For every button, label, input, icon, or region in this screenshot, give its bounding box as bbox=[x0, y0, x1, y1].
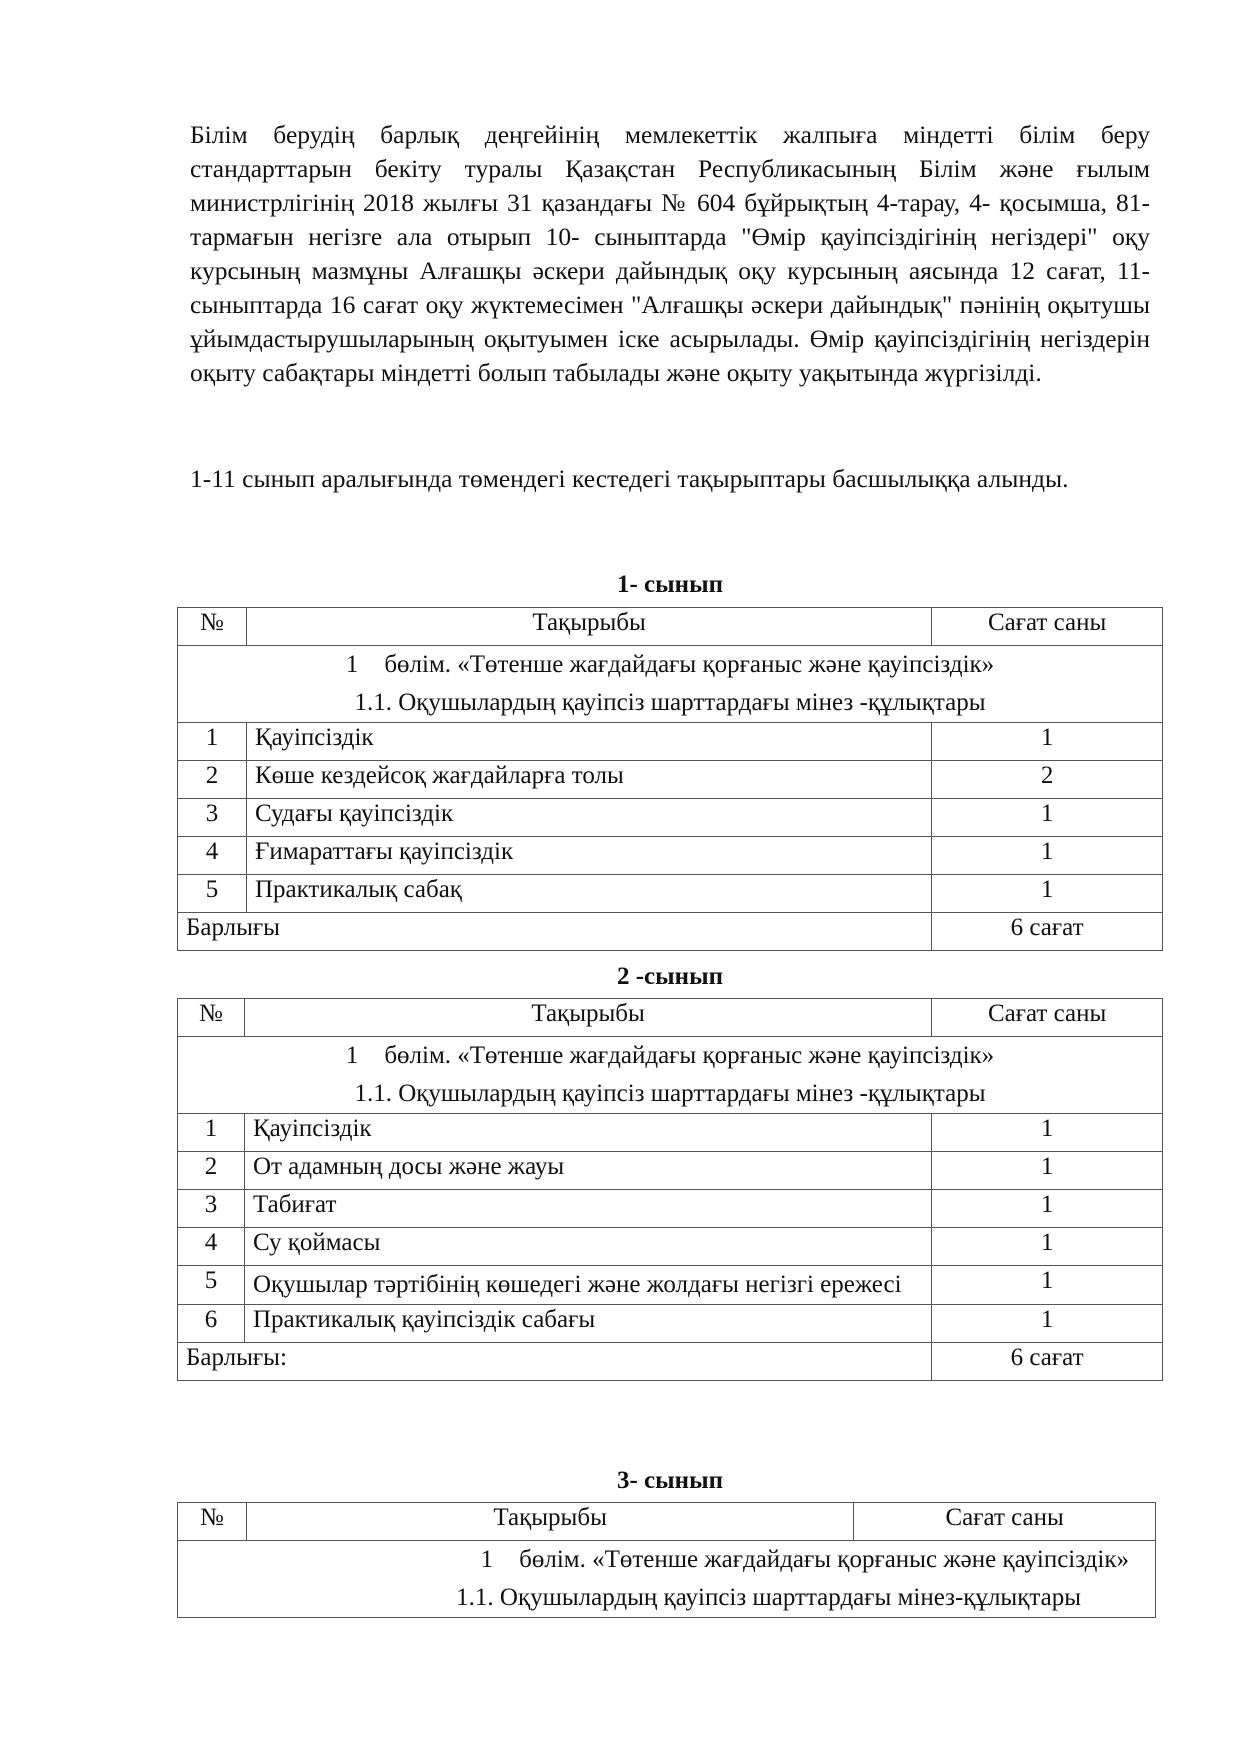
row-hours: 1 bbox=[932, 837, 1163, 875]
section-title: бөлім. «Төтенше жағдайдағы қорғаныс және қауіпсіздік» bbox=[384, 651, 995, 678]
subsection-title: 1.1. Оқушылардың қауіпсіз шарттардағы мінез-құлықтары bbox=[456, 1584, 1081, 1611]
row-hours: 1 bbox=[932, 1305, 1163, 1343]
row-num: 3 bbox=[178, 799, 247, 837]
row-topic: Практикалық сабақ bbox=[246, 875, 931, 913]
intro-paragraph: Білім берудің барлық деңгейінің мемлекеттік жалпыға міндетті білім беру стандарттарын бекіту туралы Қазақстан Республикасының Білім және ғылым министрлігінің 2018 жылғы 31 қазандағы № 604 бұйрықтың 4-тарау, 4- қосымша, 81-тармағын негізге ала отырып 10- сыныптарда "Өмір қауіпсіздігінің негіздері" оқу курсының мазмұны Алғашқы әскери дайындық оқу курсының аясында 12 сағат, 11- сыныптарда 16 сағат оқу жүктемесімен "Алғашқы әскери дайындық" пәнінің оқытушы ұйымдастырушыларының оқытуымен іске асырылады. Өмір қауіпсіздігінің негіздерін оқыту сабақтары міндетті болып табылады және оқыту уақытында жүргізілді. bbox=[190, 120, 1150, 387]
row-topic: Қауіпсіздік bbox=[246, 723, 931, 761]
total-row bbox=[178, 1343, 1163, 1381]
header-hours: Сағат саны bbox=[854, 1503, 1156, 1541]
section-cell bbox=[178, 1541, 1156, 1618]
row-num: 5 bbox=[178, 875, 247, 913]
section-title: бөлім. «Төтенше жағдайдағы қорғаныс және қауіпсіздік» bbox=[384, 1042, 995, 1069]
grade-2-table bbox=[177, 998, 1163, 1381]
header-topic: Тақырыбы bbox=[244, 999, 931, 1037]
row-num: 1 bbox=[178, 1114, 245, 1152]
section-title: бөлім. «Төтенше жағдайдағы қорғаныс және қауіпсіздік» bbox=[519, 1546, 1129, 1573]
row-hours: 1 bbox=[932, 875, 1163, 913]
table-row bbox=[178, 761, 1163, 799]
header-num: № bbox=[178, 608, 247, 646]
table-header-row bbox=[178, 999, 1163, 1037]
row-num: 4 bbox=[178, 1228, 245, 1266]
row-num: 2 bbox=[178, 761, 247, 799]
row-hours: 2 bbox=[932, 761, 1163, 799]
subsection-title: 1.1. Оқушылардың қауіпсіз шарттардағы мінез -құлықтары bbox=[354, 1080, 986, 1107]
header-num: № bbox=[178, 1503, 247, 1541]
total-label: Барлығы: bbox=[178, 1343, 932, 1381]
section-number: 1 bbox=[480, 1546, 494, 1573]
row-hours: 1 bbox=[932, 1190, 1163, 1228]
row-num: 3 bbox=[178, 1190, 245, 1228]
total-row bbox=[178, 913, 1163, 951]
row-topic: Су қоймасы bbox=[244, 1228, 931, 1266]
header-hours: Сағат саны bbox=[932, 999, 1163, 1037]
total-label: Барлығы bbox=[178, 913, 932, 951]
row-hours: 1 bbox=[932, 1266, 1163, 1305]
table-row bbox=[178, 1305, 1163, 1343]
section-number: 1 bbox=[345, 651, 359, 678]
intro-paragraph-2: 1-11 сынып аралығында төмендегі кестедегі тақырыптары басшылыққа алынды. bbox=[190, 464, 1069, 493]
total-value: 6 сағат bbox=[932, 913, 1163, 951]
grade-3-table bbox=[177, 1502, 1156, 1618]
row-hours: 1 bbox=[932, 799, 1163, 837]
row-topic: Қауіпсіздік bbox=[244, 1114, 931, 1152]
section-cell bbox=[178, 1037, 1163, 1114]
table-row bbox=[178, 1152, 1163, 1190]
table-header-row bbox=[178, 608, 1163, 646]
grade-1-title: 1- сынып bbox=[616, 571, 724, 598]
row-hours: 1 bbox=[932, 1152, 1163, 1190]
table-row bbox=[178, 799, 1163, 837]
table-row bbox=[178, 1114, 1163, 1152]
row-num: 5 bbox=[178, 1266, 245, 1305]
grade-3-title: 3- сынып bbox=[616, 1467, 724, 1494]
grade-1-table bbox=[177, 607, 1163, 951]
grade-2-title: 2 -сынып bbox=[616, 963, 724, 990]
section-row bbox=[178, 1037, 1163, 1114]
row-topic: Ғимараттағы қауіпсіздік bbox=[246, 837, 931, 875]
row-hours: 1 bbox=[932, 723, 1163, 761]
section-number: 1 bbox=[345, 1042, 359, 1069]
row-hours: 1 bbox=[932, 1228, 1163, 1266]
row-topic: Табиғат bbox=[244, 1190, 931, 1228]
row-hours: 1 bbox=[932, 1114, 1163, 1152]
table-row bbox=[178, 1266, 1163, 1305]
total-value: 6 сағат bbox=[932, 1343, 1163, 1381]
row-topic: От адамның досы және жауы bbox=[244, 1152, 931, 1190]
table-row bbox=[178, 875, 1163, 913]
row-num: 4 bbox=[178, 837, 247, 875]
row-topic: Оқушылар тәртібінің көшедегі және жолдағы негізгі ережесі bbox=[244, 1266, 931, 1305]
table-row bbox=[178, 1190, 1163, 1228]
row-topic: Судағы қауіпсіздік bbox=[246, 799, 931, 837]
table-row bbox=[178, 1228, 1163, 1266]
row-topic: Көше кездейсоқ жағдайларға толы bbox=[246, 761, 931, 799]
section-row bbox=[178, 646, 1163, 723]
row-num: 2 bbox=[178, 1152, 245, 1190]
header-hours: Сағат саны bbox=[932, 608, 1163, 646]
row-topic: Практикалық қауіпсіздік сабағы bbox=[244, 1305, 931, 1343]
section-cell bbox=[178, 646, 1163, 723]
table-row bbox=[178, 837, 1163, 875]
section-row bbox=[178, 1541, 1156, 1618]
header-topic: Тақырыбы bbox=[246, 1503, 853, 1541]
row-num: 1 bbox=[178, 723, 247, 761]
table-row bbox=[178, 723, 1163, 761]
table-header-row bbox=[178, 1503, 1156, 1541]
row-num: 6 bbox=[178, 1305, 245, 1343]
subsection-title: 1.1. Оқушылардың қауіпсіз шарттардағы мінез -құлықтары bbox=[354, 689, 986, 716]
header-topic: Тақырыбы bbox=[246, 608, 931, 646]
header-num: № bbox=[178, 999, 245, 1037]
